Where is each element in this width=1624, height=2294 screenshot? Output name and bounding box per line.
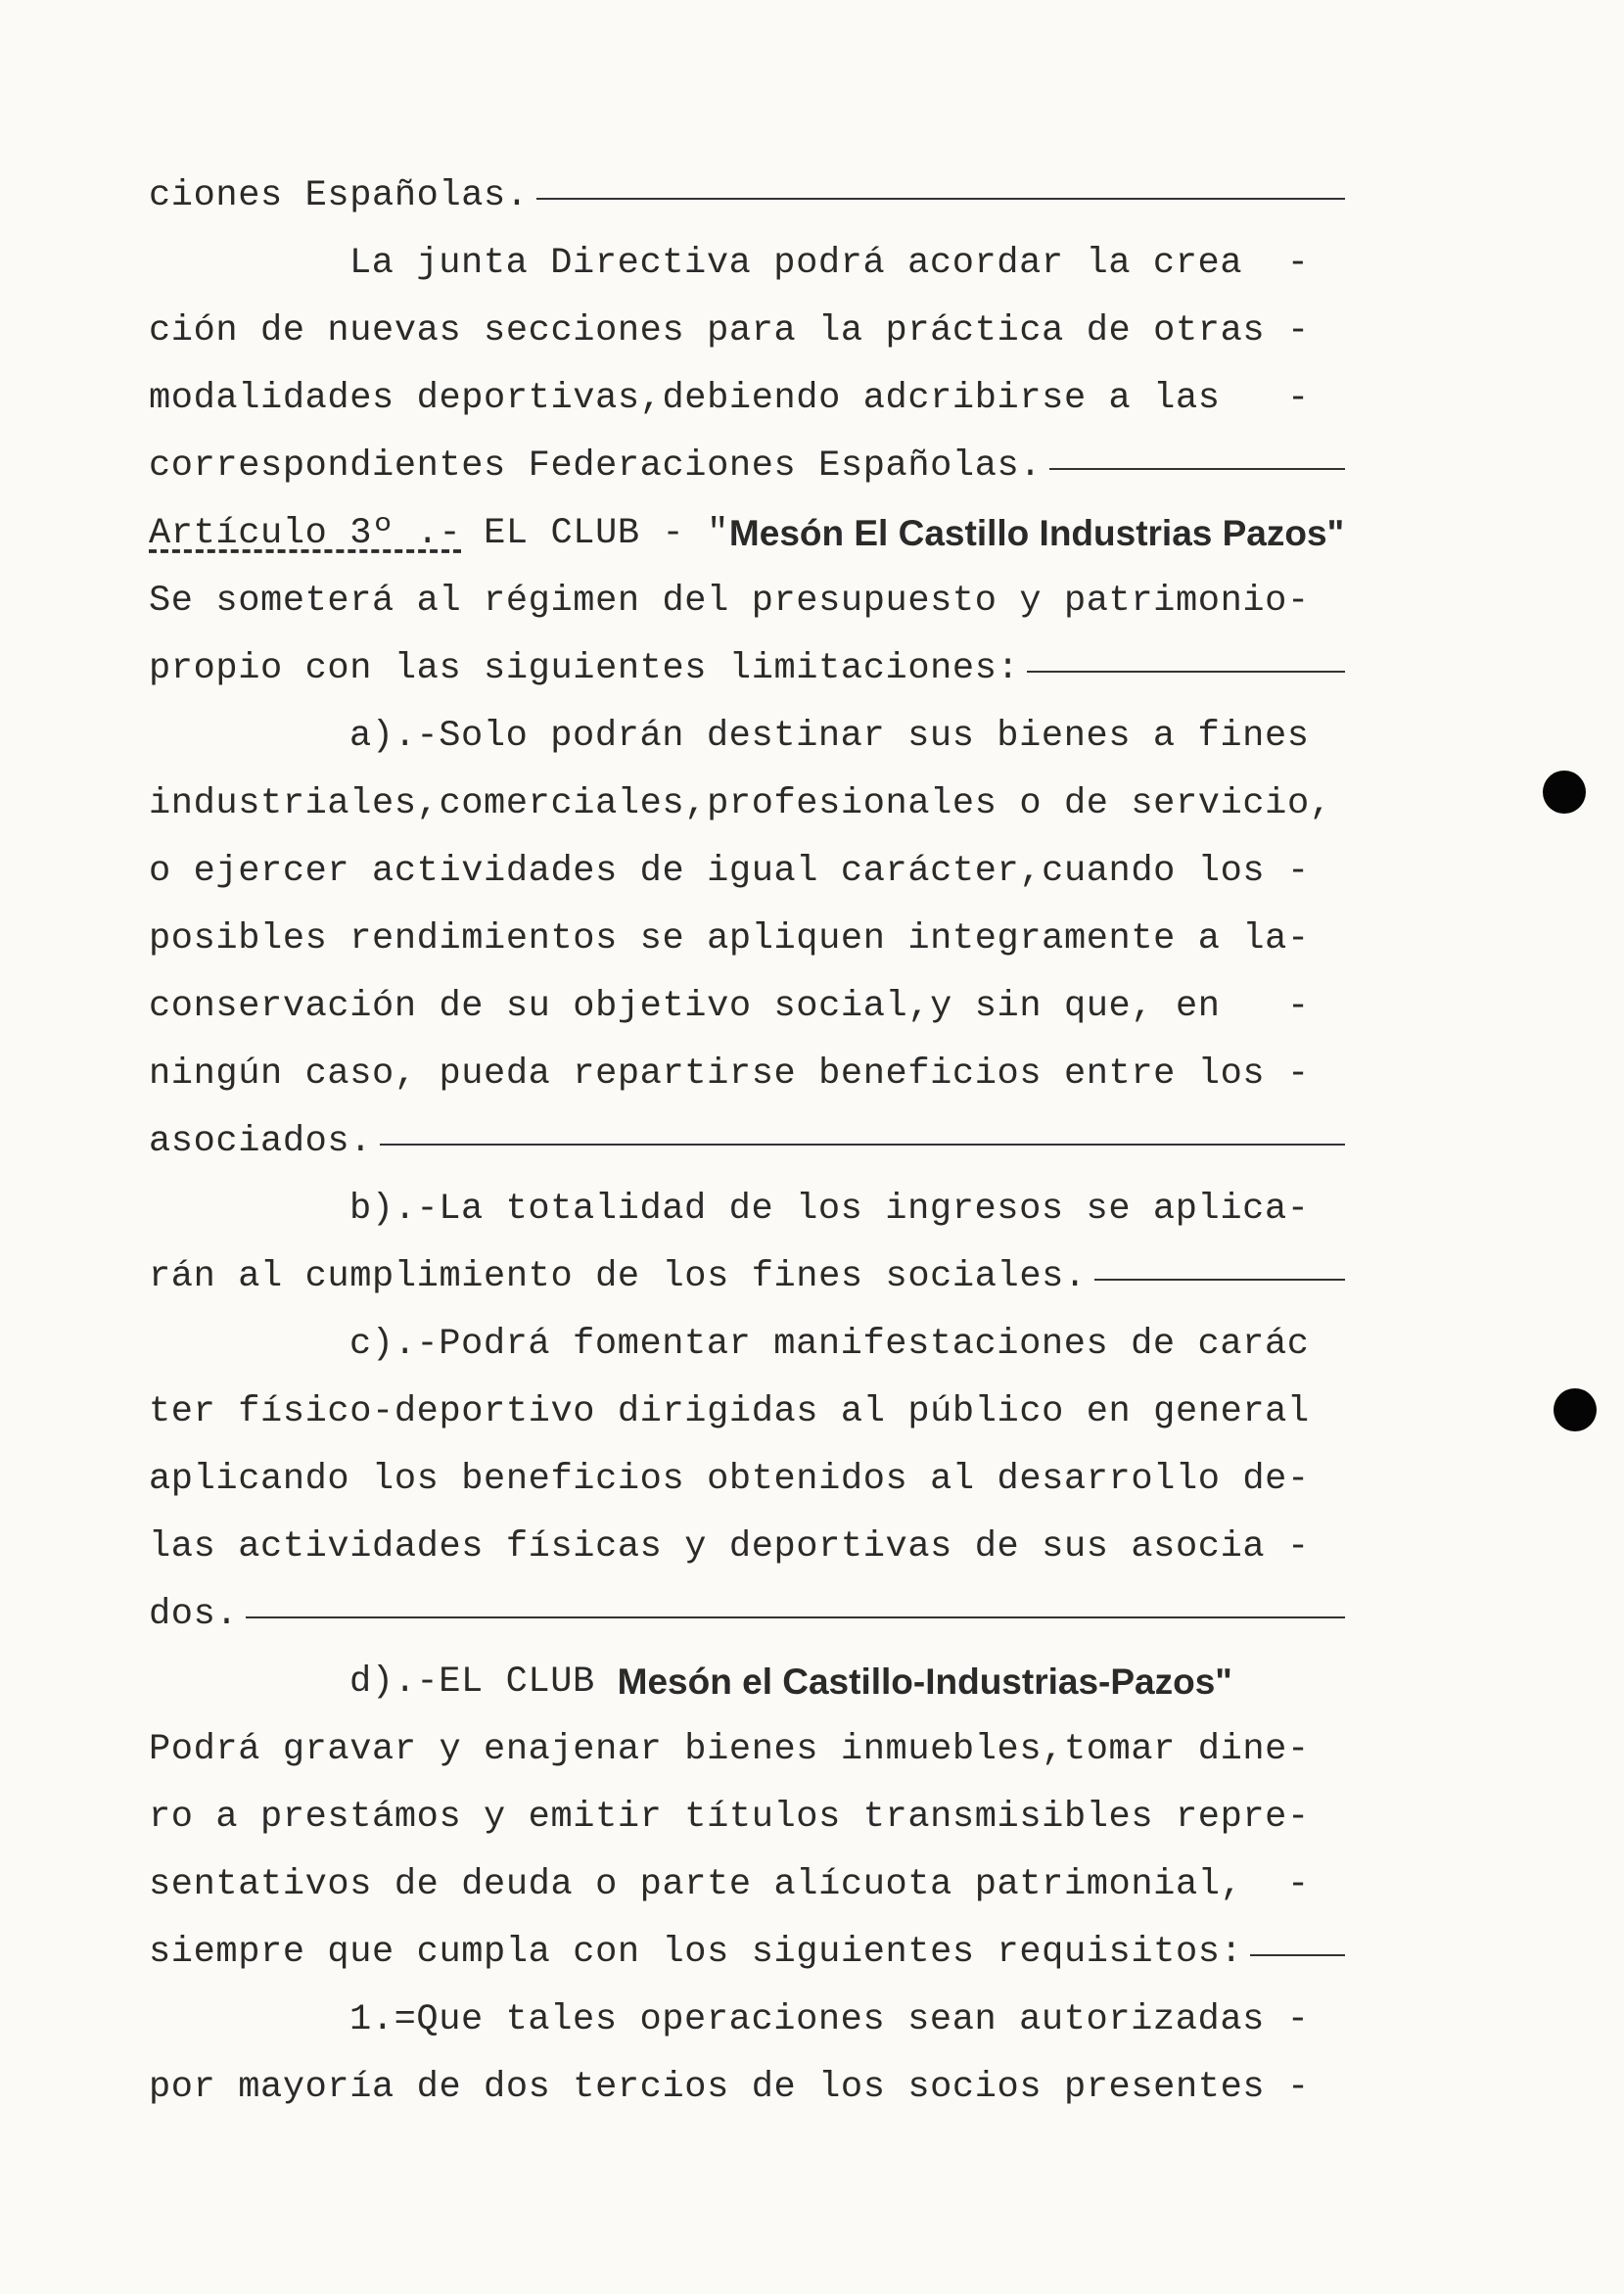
item-d-prefix: d).-EL CLUB: [349, 1661, 618, 1703]
line-text: Se someterá al régimen del presupuesto y patrimonio-: [149, 580, 1310, 622]
line-text: o ejercer actividades de igual carácter,cuando los -: [149, 850, 1310, 892]
club-name: Mesón El Castillo Industrias Pazos": [728, 512, 1345, 553]
text-line: [149, 1242, 1345, 1310]
text-line: [149, 905, 1345, 972]
text-line: [149, 972, 1345, 1040]
text-line: [149, 1310, 1345, 1378]
text-line: [149, 1580, 1345, 1648]
text-line: [149, 1783, 1345, 1850]
text-line: [149, 1445, 1345, 1513]
text-line: [149, 1107, 1345, 1175]
line-text: c).-Podrá fomentar manifestaciones de carác: [349, 1323, 1310, 1365]
line-text: conservación de su objetivo social,y sin que, en -: [149, 985, 1310, 1027]
line-text: posibles rendimientos se apliquen integramente a la-: [149, 917, 1310, 960]
line-text: asociados.: [149, 1120, 373, 1162]
filler-rule: [380, 1144, 1345, 1146]
line-text: 1.=Que tales operaciones sean autorizadas -: [349, 1998, 1310, 2040]
article-heading: Artículo 3º .-: [149, 512, 462, 554]
line-text: a).-Solo podrán destinar sus bienes a fines: [349, 715, 1310, 757]
line-text: industriales,comerciales,profesionales o de servicio,: [149, 782, 1332, 824]
filler-rule: [1027, 671, 1345, 673]
line-text: La junta Directiva podrá acordar la crea -: [349, 242, 1310, 284]
text-line: [149, 1986, 1345, 2053]
text-line: [149, 2053, 1345, 2121]
text-line: [149, 702, 1345, 770]
article-prefix: EL CLUB - ": [461, 512, 729, 554]
line-text: b).-La totalidad de los ingresos se aplica-: [349, 1188, 1310, 1230]
line-text: rán al cumplimiento de los fines sociales.: [149, 1255, 1087, 1297]
typed-text-body: [149, 162, 1345, 2121]
filler-rule: [1250, 1954, 1345, 1956]
line-text: las actividades físicas y deportivas de sus asocia -: [149, 1525, 1310, 1568]
item-d-line: [149, 1648, 1345, 1715]
line-text: propio con las siguientes limitaciones:: [149, 647, 1020, 689]
filler-rule: [536, 198, 1345, 200]
text-line: [149, 364, 1345, 432]
text-line: [149, 1918, 1345, 1986]
text-line: [149, 1040, 1345, 1107]
text-line: [149, 1175, 1345, 1242]
text-line: [149, 1513, 1345, 1580]
club-name: Mesón el Castillo-Industrias-Pazos": [617, 1661, 1232, 1702]
filler-rule: [246, 1616, 1345, 1618]
text-line: [149, 1715, 1345, 1783]
text-line: [149, 297, 1345, 364]
text-line: [149, 1850, 1345, 1918]
text-line: [149, 162, 1345, 229]
line-text: aplicando los beneficios obtenidos al desarrollo de-: [149, 1458, 1310, 1500]
filler-rule: [1049, 468, 1345, 470]
line-text: ciones Españolas.: [149, 174, 529, 216]
line-text: siempre que cumpla con los siguientes requisitos:: [149, 1931, 1243, 1973]
line-text: modalidades deportivas,debiendo adcribirse a las -: [149, 377, 1310, 419]
line-text: sentativos de deuda o parte alícuota patrimonial, -: [149, 1863, 1310, 1905]
line-text: ningún caso, pueda repartirse beneficios entre los -: [149, 1053, 1310, 1095]
text-line: [149, 432, 1345, 499]
line-text: ter físico-deportivo dirigidas al público en general: [149, 1390, 1310, 1432]
line-text: Podrá gravar y enajenar bienes inmuebles,tomar dine-: [149, 1728, 1310, 1770]
text-line: [149, 634, 1345, 702]
text-line: [149, 567, 1345, 634]
line-text: ro a prestámos y emitir títulos transmisibles repre-: [149, 1796, 1310, 1838]
text-line: [149, 229, 1345, 297]
line-text: ción de nuevas secciones para la práctica de otras -: [149, 309, 1310, 351]
line-text: dos.: [149, 1593, 239, 1635]
filler-rule: [1094, 1279, 1345, 1281]
article-heading-line: [149, 499, 1345, 567]
line-text: correspondientes Federaciones Españolas.: [149, 445, 1043, 487]
text-line: [149, 837, 1345, 905]
line-text: por mayoría de dos tercios de los socios presentes -: [149, 2066, 1310, 2108]
text-line: [149, 1378, 1345, 1445]
punch-hole-icon: [1554, 1388, 1597, 1431]
text-line: [149, 770, 1345, 837]
punch-hole-icon: [1543, 771, 1586, 814]
